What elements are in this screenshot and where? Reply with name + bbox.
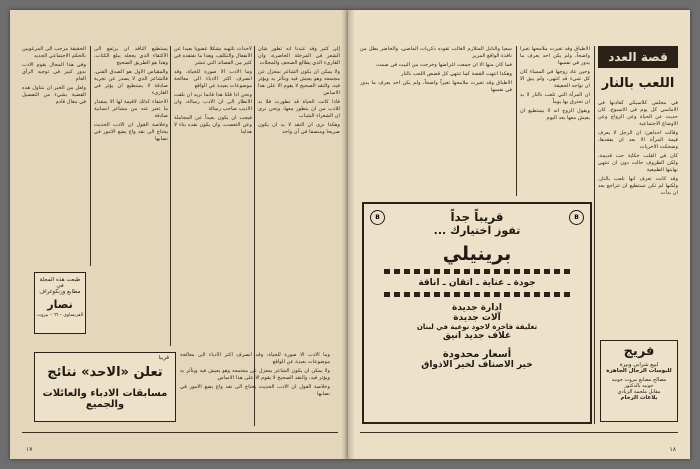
story-banner (598, 46, 678, 68)
column-divider (594, 46, 595, 424)
story-column-right (598, 100, 678, 336)
side-ad-line: مصالح مصانع بيروت جونيه (611, 377, 667, 383)
page-number: ١٨ (669, 446, 676, 453)
ad-tagline: تفوز اختيارك ... (433, 224, 521, 237)
paragraph: ويقول الزوج انه لا يستطيع ان يعيش معها بعد اليوم (520, 108, 590, 121)
paragraph: فيجب ان يكون بعيداً عن المجاملة وعن التعصب، وان يكون نقده بناء لا هداما (174, 115, 252, 135)
page-gutter (341, 10, 355, 459)
ad-decorative-band (384, 292, 570, 297)
left-page (10, 10, 348, 459)
paragraph: فاذا كانت الحياة قد تطورت فلا بد للادب من ان يتطور معها، ونحن نرى ان الشعراء الشباب (258, 99, 340, 119)
paragraph: والمقياس الاول هو الصدق الفني، فالشاعر الذي لا يصدر عن تجربة صادقة لا يستطيع ان يؤثر في القارىء (94, 69, 168, 96)
paragraph: فما كان منها الا ان جمعت اغراضها وخرجت من البيت في صمت (376, 62, 512, 68)
side-ad-line: بلاعات الرخام (620, 395, 658, 401)
column-divider (516, 46, 517, 196)
paragraph: وقد كانت تعرف انها تلعب بالنار، ولكنها لم تكن تستطيع ان تتراجع بعد ان بدأت (598, 176, 678, 196)
magazine-spread (10, 10, 690, 459)
story-column-middle (520, 46, 590, 196)
paragraph: في مجلس كلاسيكي كعادتها في الاماسي كل يوم في الاسبوع، كان حديث عن الحياة وعن الزواج وعن الاوضاع الاجتماعية (598, 100, 678, 127)
announcement-headline: تعلن «الاحد» نتائج (47, 365, 163, 380)
footer-rule (22, 432, 338, 433)
brand-stamp-left: B (370, 210, 385, 225)
article-column-right (258, 46, 340, 346)
paragraph: وخلاصة القول ان الادب الحديث يحتاج الى نقد واع يضع الامور في نصابها (180, 384, 330, 397)
ad-footer: خير الاصناف لخير الاذواق (421, 360, 533, 370)
ad-decorative-band (384, 269, 570, 274)
story-banner-text: قصة العدد (608, 50, 668, 64)
paragraph: وفي هذا المجال يقوم الادب بدور كبير في توجيه الرأي العام (22, 62, 86, 82)
paragraph: سعياً والنابل المتلازم الغالب تقوده ذكريات الماضي، والحاضر يطل من نافذة الواقع المرير (360, 46, 512, 59)
paragraph: كان في القلب حكاية حب قديمة، ولكن الظروف حالت دون ان تنتهي نهايتها الطبيعية (598, 153, 678, 173)
right-page (348, 10, 690, 459)
ad-point: آلات جديدة (453, 313, 501, 323)
ad-point: غلاف جديد انيق (442, 331, 512, 341)
paragraph: وقالت احداهن: ان الرجل لا يعرف قيمة المرأة الا بعد ان يفقدها، وضحكت الاخريات (598, 130, 678, 150)
paragraph: ولعل من الخير ان نتناول هذه القضية بشيء من التفصيل في مقال قادم (22, 85, 86, 105)
printer-line: مطابع وزنكوغراف (39, 289, 81, 295)
column-divider (90, 46, 91, 266)
announcement-tag: قريبا (158, 355, 169, 361)
ad-point: ادارة جديدة (452, 303, 502, 313)
page-number: ١٧ (26, 446, 33, 453)
paragraph: الاحتفاء كذلك لاقيمة لها الا بمقدار ما تعبر عنه من مشاعر انسانية صادقة (94, 99, 168, 119)
paragraph: وهكذا انتهت القصة كما تنتهي كل قصص اللعب بالنار (401, 71, 512, 77)
paragraph: ونحن اذا قلنا هذا فانما نريد ان نلفت الانظار الى ان الادب رسالة، وان الاديب صاحب رسالة (174, 92, 252, 112)
paragraph: الحقيقة مرحب الى المرغوبين بالحكم الاجتماعي الجديد (22, 46, 86, 59)
article-column-middle (174, 46, 252, 346)
article-column-bottom (180, 352, 330, 422)
paragraph: وحين عاد زوجها في المساء كان كل شيء قد انتهى، ولم يبق الا ان تواجه الحقيقة (520, 69, 590, 89)
ad-subline: جودة ـ عناية ـ اتقان ـ اناقة (418, 278, 536, 288)
footer-rule (360, 432, 678, 433)
printer-name: نصار (47, 298, 73, 311)
paragraph: إلى كثير وقد عندنا انه تطور شأن الشعر في المرحلة الحاضرة، وان القارىء الذي يطالع الصحف والمجلات (258, 46, 340, 66)
column-divider (170, 46, 171, 346)
paragraph: الاطباق وقد تغيرت ملامحها تغيراً واضحاً، ولم يكن احد يعرف ما يدور في نفسها (360, 80, 512, 93)
side-ad-line: للبوسات الرجال الجاهزة (606, 368, 672, 374)
article-column-left (94, 46, 168, 346)
paragraph: ولا يمكن ان يكون الشاعر بمعزل عن مجتمعه وهو يعيش فيه ويتأثر به ويؤثر فيه، والنقد الصحيح لا يقوم الا على هذا الاساس (180, 368, 330, 381)
side-ad-title: فريج (623, 344, 655, 359)
ad-brand-name: برينيلي (442, 243, 512, 265)
paragraph: يستطيع الناقد ان يرتفع الى الاكتفاء الذي يجعله يبلغ الكتاب، وهذا هو الطريق الصحيح (94, 46, 168, 66)
brand-stamp-right: B (569, 210, 584, 225)
printer-address: الفرنساوي – ٦٦ – بيروت (36, 313, 84, 318)
paragraph: وما الادب الا صورة للحياة، وقد انصرف اكثر الادباء الى معالجة موضوعات بعيدة عن الواقع (180, 352, 330, 365)
side-ad-line: مقابل ملحمة الزبادي (617, 389, 661, 395)
printer-line: طبعت هذه المجلة (39, 277, 81, 283)
ad-point: تغليفة فاخرة لاجود نوعية في لبنان (416, 323, 538, 331)
paragraph: وما الادب الا صورة للحياة، وقد انصرف اكثر الادباء الى معالجة موضوعات بعيدة عن الواقع (174, 69, 252, 89)
announcement-subline: مسابقات الادباء والعائلات والجميع (42, 388, 168, 410)
printer-line: في (56, 283, 64, 289)
paragraph: وخلاصة القول ان الادب الحديث يحتاج الى نقد واع يضع الامور في نصابها (94, 122, 168, 142)
article-column-far-left (22, 46, 86, 266)
story-column-left (360, 46, 512, 196)
side-ad-line: جونيه بالدكتور (624, 383, 654, 389)
ad-footer: أسعار محدودة (442, 349, 512, 360)
paragraph: ان المرأة التي تلعب بالنار لا بد ان تحترق بها يوماً (520, 92, 590, 105)
announcement-box (34, 352, 176, 422)
story-title: اللعب بالنار (601, 76, 675, 91)
paragraph: الاطباق وقد تغيرت ملامحها تغيراً واضحاً، ولم يكن احد يعرف ما يدور في نفسها (520, 46, 590, 66)
printer-credit-box (34, 272, 86, 334)
paragraph: ولا يمكن ان يكون الشاعر بمعزل عن مجتمعه وهو يعيش فيه ويتأثر به ويؤثر فيه، والنقد الصحيح لا يقوم الا على هذا الاساس (258, 69, 340, 96)
side-ad-line: لبيع شرابي وبيرة (619, 362, 659, 368)
side-advertisement (600, 340, 678, 422)
ad-tagline: قريباً جداً (450, 210, 504, 224)
paragraph: لاحداث تلتهبه بشكلا عضوياً بعيدا عن الانفعال والتكلف، وهذا ما نفتقده في كثير من القصائد التي تنشر (174, 46, 252, 66)
brand-advertisement (362, 202, 592, 424)
paragraph: وهكذا نرى ان النقد لا بد ان يكون صريحا ومنصفا في آن واحد (258, 122, 340, 135)
